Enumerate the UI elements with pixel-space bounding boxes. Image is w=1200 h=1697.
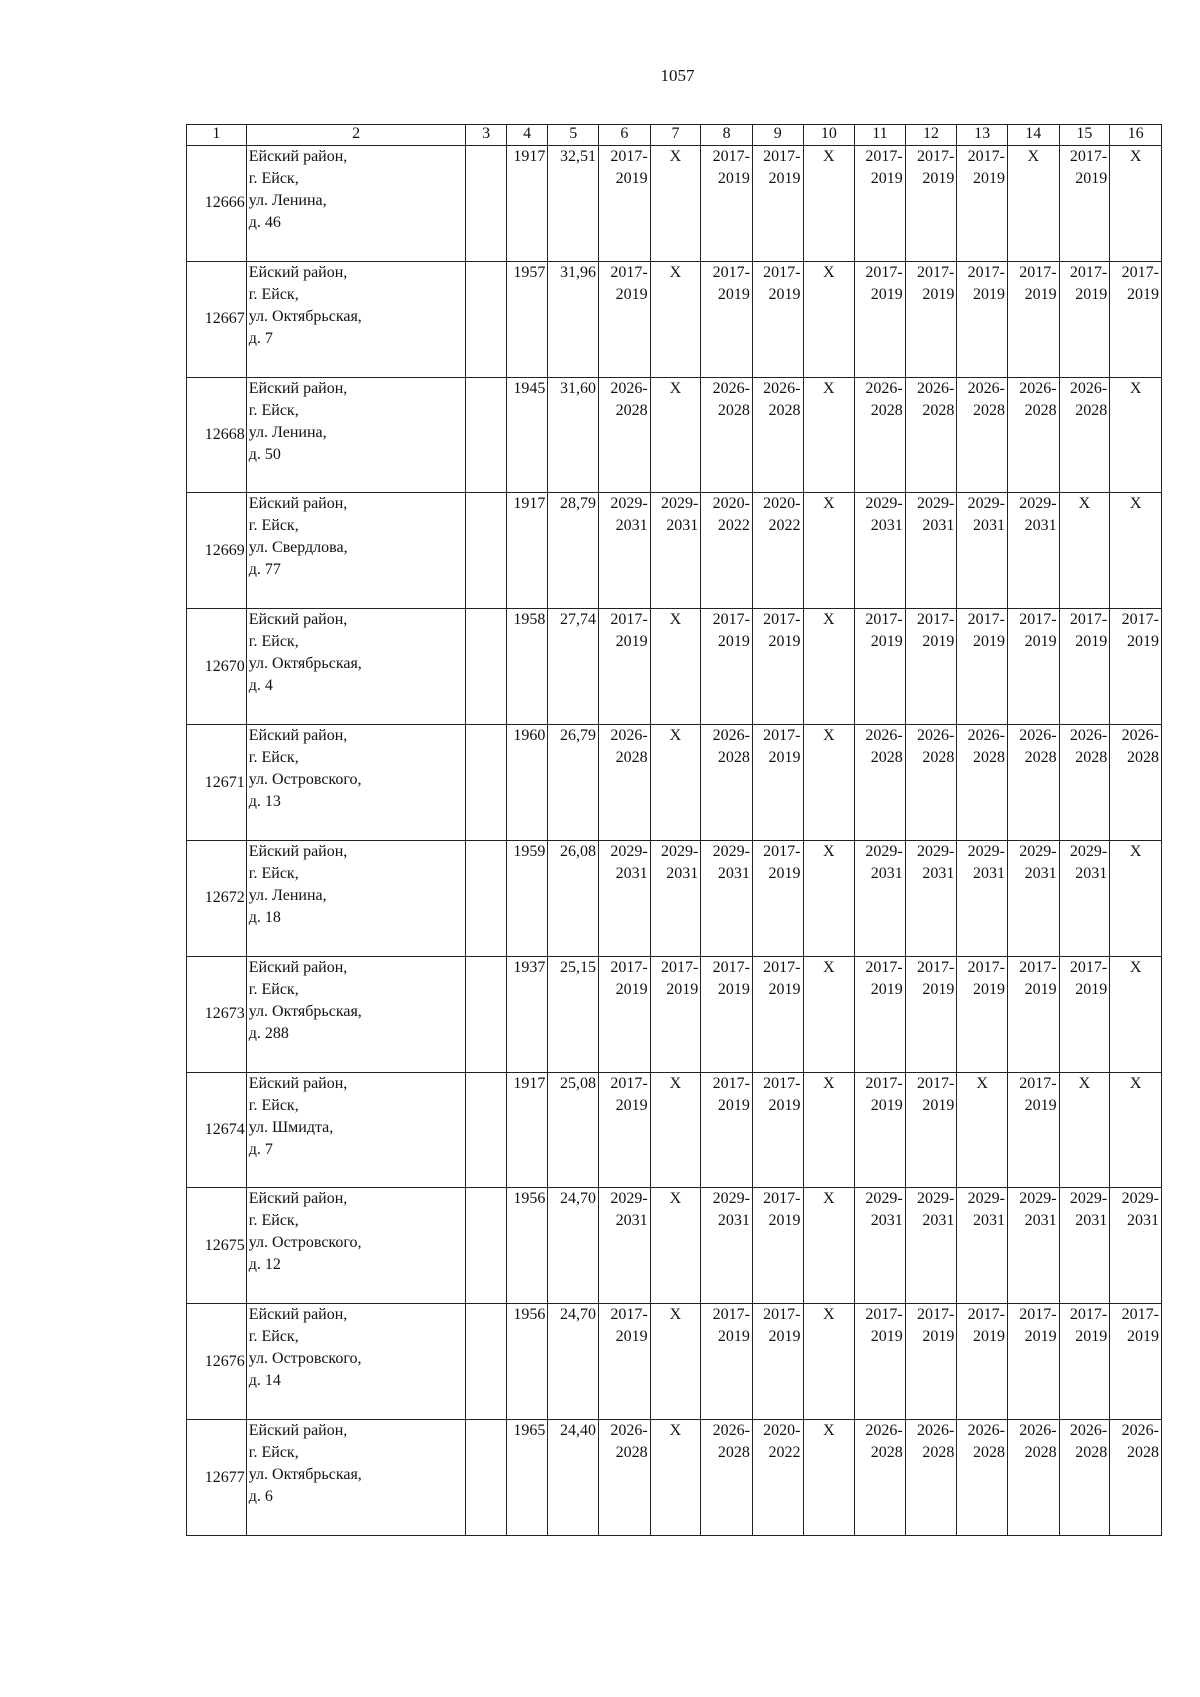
period-cell-col-16: X — [1110, 146, 1162, 262]
value-cell: 28,79 — [548, 493, 599, 609]
table-row — [187, 956, 1162, 1072]
period-cell-col-12: 2026-2028 — [905, 725, 957, 841]
year-cell: 1958 — [506, 609, 548, 725]
period-cell-col-7: X — [650, 261, 701, 377]
value-cell: 26,08 — [548, 840, 599, 956]
column-header-10: 10 — [803, 125, 855, 146]
period-cell-col-6: 2017-2019 — [599, 1072, 651, 1188]
record-id: 12669 — [187, 493, 247, 609]
address-line: г. Ейск, — [248, 170, 299, 187]
period-cell-col-13: 2029-2031 — [957, 840, 1008, 956]
register-table — [186, 124, 1162, 1536]
value-cell: 31,60 — [548, 377, 599, 493]
period-cell-col-11: 2026-2028 — [855, 377, 906, 493]
address-line: д. 7 — [248, 1140, 273, 1158]
record-id: 12677 — [187, 1420, 247, 1536]
period-cell-col-12: 2026-2028 — [905, 377, 957, 493]
address-line: Ейский район, — [248, 727, 348, 745]
period-cell-col-7: 2029-2031 — [650, 840, 701, 956]
period-cell-col-11: 2026-2028 — [855, 1420, 906, 1536]
period-cell-col-6: 2017-2019 — [599, 1304, 651, 1420]
year-cell: 1965 — [506, 1420, 548, 1536]
value-cell: 32,51 — [548, 146, 599, 262]
period-cell-col-14: 2029-2031 — [1007, 1188, 1059, 1304]
period-cell-col-10: X — [803, 725, 855, 841]
table-row — [187, 1072, 1162, 1188]
cell-col-3 — [466, 840, 506, 956]
period-cell-col-6: 2017-2019 — [599, 956, 651, 1072]
table-row — [187, 146, 1162, 262]
year-cell: 1957 — [506, 261, 548, 377]
period-cell-col-12: 2029-2031 — [905, 840, 957, 956]
period-cell-col-8: 2029-2031 — [701, 840, 753, 956]
address-line: ул. Октябрьская, — [248, 655, 362, 673]
record-id: 12668 — [187, 377, 247, 493]
period-cell-col-16: X — [1110, 493, 1162, 609]
year-cell: 1917 — [506, 493, 548, 609]
period-cell-col-14: 2029-2031 — [1007, 493, 1059, 609]
period-cell-col-15: 2017-2019 — [1059, 1304, 1110, 1420]
period-cell-col-16: 2026-2028 — [1110, 1420, 1162, 1536]
column-header-4: 4 — [506, 125, 548, 146]
table-row — [187, 1304, 1162, 1420]
address-line: Ейский район, — [248, 263, 348, 281]
column-header-11: 11 — [855, 125, 906, 146]
cell-col-3 — [466, 725, 506, 841]
address-line: Ейский район, — [248, 1190, 348, 1208]
address-cell — [246, 1072, 466, 1188]
record-id: 12671 — [187, 725, 247, 841]
period-cell-col-7: 2029-2031 — [650, 493, 701, 609]
address-line: ул. Октябрьская, — [248, 1002, 362, 1020]
address-line: д. 18 — [248, 908, 281, 926]
period-cell-col-15: 2017-2019 — [1059, 146, 1110, 262]
value-cell: 25,15 — [548, 956, 599, 1072]
address-line: Ейский район, — [248, 495, 348, 513]
period-cell-col-14: 2017-2019 — [1007, 609, 1059, 725]
period-cell-col-7: X — [650, 725, 701, 841]
address-line: Ейский район, — [248, 379, 348, 397]
period-cell-col-16: 2017-2019 — [1110, 609, 1162, 725]
table-row — [187, 261, 1162, 377]
period-cell-col-13: 2026-2028 — [957, 377, 1008, 493]
year-cell: 1917 — [506, 146, 548, 262]
column-header-15: 15 — [1059, 125, 1110, 146]
column-header-9: 9 — [752, 125, 803, 146]
column-header-3: 3 — [466, 125, 506, 146]
period-cell-col-15: 2029-2031 — [1059, 840, 1110, 956]
period-cell-col-12: 2017-2019 — [905, 1072, 957, 1188]
table-row — [187, 377, 1162, 493]
period-cell-col-6: 2017-2019 — [599, 146, 651, 262]
address-line: г. Ейск, — [248, 285, 299, 303]
period-cell-col-7: X — [650, 1188, 701, 1304]
column-header-6: 6 — [599, 125, 651, 146]
period-cell-col-15: 2017-2019 — [1059, 956, 1110, 1072]
period-cell-col-8: 2017-2019 — [701, 956, 753, 1072]
period-cell-col-8: 2026-2028 — [701, 725, 753, 841]
address-line: г. Ейск, — [248, 401, 299, 419]
period-cell-col-7: 2017-2019 — [650, 956, 701, 1072]
value-cell: 27,74 — [548, 609, 599, 725]
cell-col-3 — [466, 609, 506, 725]
period-cell-col-13: 2029-2031 — [957, 493, 1008, 609]
period-cell-col-14: 2026-2028 — [1007, 377, 1059, 493]
period-cell-col-13: 2017-2019 — [957, 956, 1008, 1072]
period-cell-col-7: X — [650, 1304, 701, 1420]
address-line: г. Ейск, — [248, 633, 299, 651]
period-cell-col-6: 2017-2019 — [599, 261, 651, 377]
period-cell-col-13: 2017-2019 — [957, 609, 1008, 725]
period-cell-col-9: 2020-2022 — [752, 1420, 803, 1536]
address-line: ул. Свердлова, — [248, 539, 348, 557]
table-row — [187, 493, 1162, 609]
period-cell-col-8: 2017-2019 — [701, 261, 753, 377]
address-line: ул. Октябрьская, — [248, 307, 362, 325]
address-line: д. 46 — [248, 214, 281, 231]
cell-col-3 — [466, 377, 506, 493]
address-cell — [246, 956, 466, 1072]
period-cell-col-11: 2026-2028 — [855, 725, 906, 841]
address-line: г. Ейск, — [248, 1444, 299, 1462]
period-cell-col-6: 2029-2031 — [599, 1188, 651, 1304]
period-cell-col-11: 2017-2019 — [855, 956, 906, 1072]
period-cell-col-12: 2017-2019 — [905, 146, 957, 262]
address-line: Ейский район, — [248, 842, 348, 860]
address-line: д. 77 — [248, 561, 281, 579]
period-cell-col-15: 2026-2028 — [1059, 725, 1110, 841]
period-cell-col-16: 2017-2019 — [1110, 261, 1162, 377]
period-cell-col-11: 2029-2031 — [855, 493, 906, 609]
period-cell-col-6: 2029-2031 — [599, 493, 651, 609]
period-cell-col-11: 2017-2019 — [855, 609, 906, 725]
address-line: ул. Ленина, — [248, 192, 327, 209]
period-cell-col-8: 2017-2019 — [701, 1304, 753, 1420]
cell-col-3 — [466, 956, 506, 1072]
period-cell-col-14: 2026-2028 — [1007, 725, 1059, 841]
period-cell-col-10: X — [803, 1420, 855, 1536]
value-cell: 24,70 — [548, 1304, 599, 1420]
period-cell-col-15: 2026-2028 — [1059, 377, 1110, 493]
cell-col-3 — [466, 1188, 506, 1304]
period-cell-col-10: X — [803, 146, 855, 262]
address-line: д. 6 — [248, 1488, 273, 1506]
value-cell: 25,08 — [548, 1072, 599, 1188]
address-line: г. Ейск, — [248, 517, 299, 535]
period-cell-col-10: X — [803, 1304, 855, 1420]
period-cell-col-9: 2017-2019 — [752, 261, 803, 377]
year-cell: 1956 — [506, 1304, 548, 1420]
address-cell — [246, 1420, 466, 1536]
period-cell-col-8: 2020-2022 — [701, 493, 753, 609]
address-cell — [246, 493, 466, 609]
period-cell-col-11: 2029-2031 — [855, 1188, 906, 1304]
record-id: 12667 — [187, 261, 247, 377]
period-cell-col-9: 2017-2019 — [752, 725, 803, 841]
period-cell-col-9: 2020-2022 — [752, 493, 803, 609]
address-line: ул. Островского, — [248, 1350, 362, 1368]
table-row — [187, 840, 1162, 956]
period-cell-col-13: 2017-2019 — [957, 146, 1008, 262]
record-id: 12670 — [187, 609, 247, 725]
address-line: ул. Ленина, — [248, 886, 327, 904]
period-cell-col-13: 2026-2028 — [957, 725, 1008, 841]
period-cell-col-10: X — [803, 840, 855, 956]
record-id: 12675 — [187, 1188, 247, 1304]
period-cell-col-9: 2017-2019 — [752, 146, 803, 262]
period-cell-col-10: X — [803, 493, 855, 609]
cell-col-3 — [466, 493, 506, 609]
period-cell-col-14: 2017-2019 — [1007, 1072, 1059, 1188]
period-cell-col-12: 2029-2031 — [905, 493, 957, 609]
page-number: 1057 — [660, 66, 695, 85]
period-cell-col-14: 2017-2019 — [1007, 261, 1059, 377]
address-cell — [246, 840, 466, 956]
table-row — [187, 1188, 1162, 1304]
table-body — [187, 146, 1162, 1536]
record-id: 12672 — [187, 840, 247, 956]
column-header-8: 8 — [701, 125, 753, 146]
period-cell-col-15: 2017-2019 — [1059, 261, 1110, 377]
period-cell-col-15: 2029-2031 — [1059, 1188, 1110, 1304]
period-cell-col-16: X — [1110, 956, 1162, 1072]
period-cell-col-16: X — [1110, 377, 1162, 493]
address-cell — [246, 1304, 466, 1420]
column-header-13: 13 — [957, 125, 1008, 146]
column-header-12: 12 — [905, 125, 957, 146]
period-cell-col-14: X — [1007, 146, 1059, 262]
address-line: г. Ейск, — [248, 864, 299, 882]
address-line: г. Ейск, — [248, 1212, 299, 1230]
period-cell-col-9: 2017-2019 — [752, 1072, 803, 1188]
table-row — [187, 1420, 1162, 1536]
period-cell-col-9: 2026-2028 — [752, 377, 803, 493]
address-line: д. 4 — [248, 677, 273, 695]
address-line: г. Ейск, — [248, 1328, 299, 1346]
period-cell-col-14: 2029-2031 — [1007, 840, 1059, 956]
period-cell-col-7: X — [650, 146, 701, 262]
year-cell: 1959 — [506, 840, 548, 956]
address-cell — [246, 377, 466, 493]
address-line: д. 14 — [248, 1372, 281, 1390]
address-cell — [246, 1188, 466, 1304]
period-cell-col-12: 2029-2031 — [905, 1188, 957, 1304]
address-line: Ейский район, — [248, 1074, 348, 1092]
period-cell-col-8: 2026-2028 — [701, 377, 753, 493]
year-cell: 1937 — [506, 956, 548, 1072]
period-cell-col-13: 2017-2019 — [957, 261, 1008, 377]
period-cell-col-6: 2017-2019 — [599, 609, 651, 725]
period-cell-col-13: X — [957, 1072, 1008, 1188]
period-cell-col-16: 2017-2019 — [1110, 1304, 1162, 1420]
year-cell: 1956 — [506, 1188, 548, 1304]
record-id: 12674 — [187, 1072, 247, 1188]
year-cell: 1945 — [506, 377, 548, 493]
address-cell — [246, 609, 466, 725]
address-line: ул. Шмидта, — [248, 1118, 334, 1136]
column-header-14: 14 — [1007, 125, 1059, 146]
period-cell-col-15: 2026-2028 — [1059, 1420, 1110, 1536]
record-id: 12673 — [187, 956, 247, 1072]
period-cell-col-11: 2017-2019 — [855, 1072, 906, 1188]
table-row — [187, 725, 1162, 841]
period-cell-col-8: 2017-2019 — [701, 146, 753, 262]
period-cell-col-12: 2017-2019 — [905, 609, 957, 725]
period-cell-col-10: X — [803, 261, 855, 377]
address-line: г. Ейск, — [248, 980, 299, 998]
column-header-2: 2 — [246, 125, 466, 146]
table-row — [187, 609, 1162, 725]
header-row — [187, 125, 1162, 146]
address-line: ул. Островского, — [248, 771, 362, 789]
column-header-1: 1 — [187, 125, 247, 146]
column-header-7: 7 — [650, 125, 701, 146]
period-cell-col-6: 2026-2028 — [599, 1420, 651, 1536]
period-cell-col-7: X — [650, 609, 701, 725]
period-cell-col-15: X — [1059, 1072, 1110, 1188]
period-cell-col-14: 2017-2019 — [1007, 956, 1059, 1072]
period-cell-col-9: 2017-2019 — [752, 609, 803, 725]
period-cell-col-12: 2017-2019 — [905, 1304, 957, 1420]
period-cell-col-10: X — [803, 1072, 855, 1188]
cell-col-3 — [466, 261, 506, 377]
period-cell-col-11: 2017-2019 — [855, 261, 906, 377]
period-cell-col-9: 2017-2019 — [752, 1188, 803, 1304]
address-line: ул. Островского, — [248, 1234, 362, 1252]
value-cell: 24,40 — [548, 1420, 599, 1536]
period-cell-col-9: 2017-2019 — [752, 840, 803, 956]
period-cell-col-6: 2029-2031 — [599, 840, 651, 956]
address-line: Ейский район, — [248, 1422, 348, 1440]
cell-col-3 — [466, 1304, 506, 1420]
address-line: д. 50 — [248, 445, 281, 463]
period-cell-col-16: 2026-2028 — [1110, 725, 1162, 841]
period-cell-col-11: 2029-2031 — [855, 840, 906, 956]
cell-col-3 — [466, 146, 506, 262]
period-cell-col-13: 2026-2028 — [957, 1420, 1008, 1536]
period-cell-col-10: X — [803, 1188, 855, 1304]
period-cell-col-12: 2026-2028 — [905, 1420, 957, 1536]
address-line: г. Ейск, — [248, 749, 299, 767]
period-cell-col-7: X — [650, 1072, 701, 1188]
record-id: 12676 — [187, 1304, 247, 1420]
period-cell-col-9: 2017-2019 — [752, 956, 803, 1072]
period-cell-col-12: 2017-2019 — [905, 261, 957, 377]
period-cell-col-6: 2026-2028 — [599, 725, 651, 841]
period-cell-col-11: 2017-2019 — [855, 146, 906, 262]
column-header-5: 5 — [548, 125, 599, 146]
period-cell-col-14: 2026-2028 — [1007, 1420, 1059, 1536]
period-cell-col-7: X — [650, 1420, 701, 1536]
address-line: д. 7 — [248, 329, 273, 347]
period-cell-col-12: 2017-2019 — [905, 956, 957, 1072]
address-cell — [246, 146, 466, 262]
cell-col-3 — [466, 1420, 506, 1536]
period-cell-col-16: X — [1110, 840, 1162, 956]
period-cell-col-15: 2017-2019 — [1059, 609, 1110, 725]
value-cell: 24,70 — [548, 1188, 599, 1304]
period-cell-col-14: 2017-2019 — [1007, 1304, 1059, 1420]
period-cell-col-15: X — [1059, 493, 1110, 609]
address-line: д. 13 — [248, 793, 281, 811]
value-cell: 26,79 — [548, 725, 599, 841]
period-cell-col-13: 2029-2031 — [957, 1188, 1008, 1304]
address-cell — [246, 261, 466, 377]
cell-col-3 — [466, 1072, 506, 1188]
record-id: 12666 — [187, 146, 247, 262]
period-cell-col-9: 2017-2019 — [752, 1304, 803, 1420]
period-cell-col-7: X — [650, 377, 701, 493]
column-header-16: 16 — [1110, 125, 1162, 146]
address-line: Ейский район, — [248, 611, 348, 629]
period-cell-col-8: 2026-2028 — [701, 1420, 753, 1536]
address-line: ул. Ленина, — [248, 423, 327, 441]
address-line: ул. Октябрьская, — [248, 1466, 362, 1484]
address-line: г. Ейск, — [248, 1096, 299, 1114]
period-cell-col-8: 2017-2019 — [701, 609, 753, 725]
address-line: Ейский район, — [248, 1306, 348, 1324]
year-cell: 1960 — [506, 725, 548, 841]
address-cell — [246, 725, 466, 841]
period-cell-col-10: X — [803, 609, 855, 725]
period-cell-col-10: X — [803, 956, 855, 1072]
address-line: Ейский район, — [248, 958, 348, 976]
year-cell: 1917 — [506, 1072, 548, 1188]
address-line: д. 12 — [248, 1256, 281, 1274]
period-cell-col-8: 2029-2031 — [701, 1188, 753, 1304]
period-cell-col-13: 2017-2019 — [957, 1304, 1008, 1420]
period-cell-col-6: 2026-2028 — [599, 377, 651, 493]
period-cell-col-10: X — [803, 377, 855, 493]
period-cell-col-11: 2017-2019 — [855, 1304, 906, 1420]
period-cell-col-16: 2029-2031 — [1110, 1188, 1162, 1304]
address-line: д. 288 — [248, 1024, 289, 1042]
period-cell-col-16: X — [1110, 1072, 1162, 1188]
value-cell: 31,96 — [548, 261, 599, 377]
address-line: Ейский район, — [248, 148, 348, 165]
period-cell-col-8: 2017-2019 — [701, 1072, 753, 1188]
